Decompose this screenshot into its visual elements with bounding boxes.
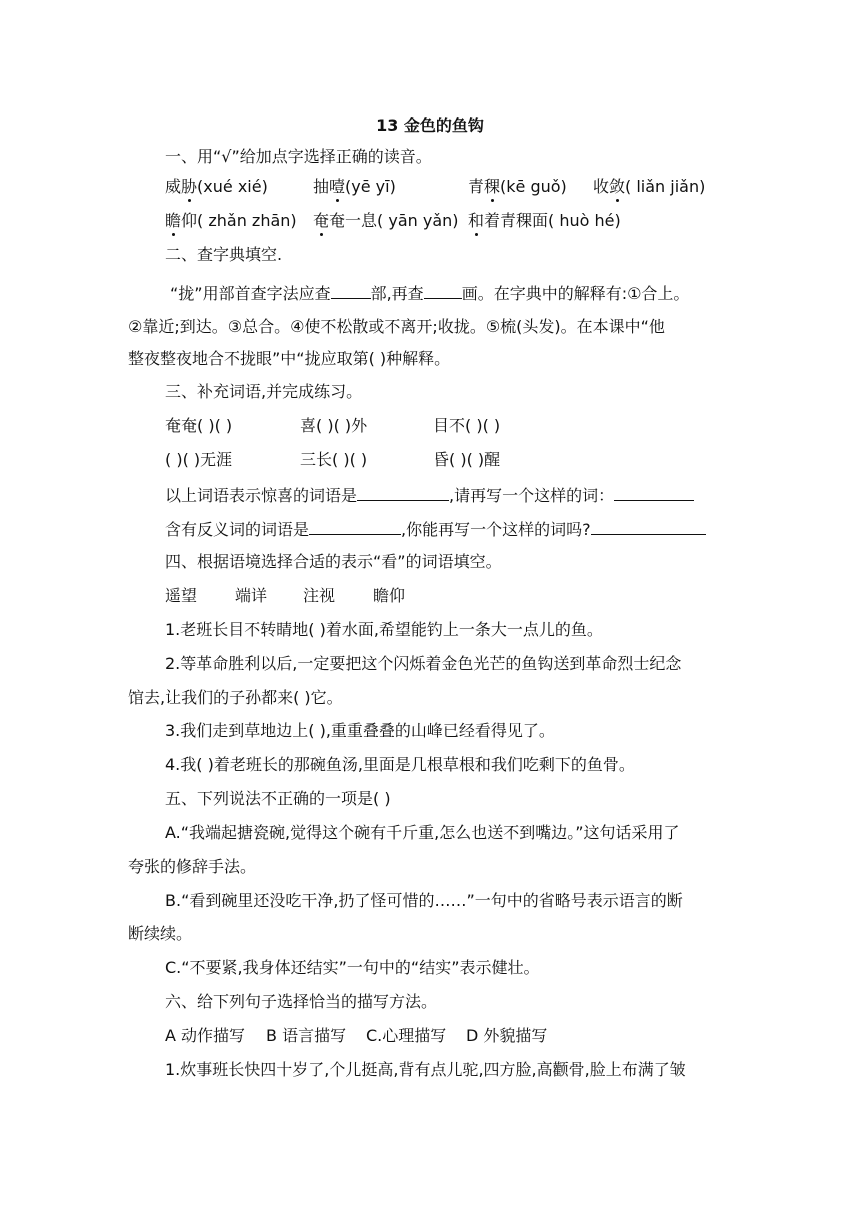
method-option: C.心理描写 xyxy=(366,1026,447,1045)
q1-item: 收敛( liǎn jiǎn) xyxy=(593,177,706,196)
q1-item: 瞻仰( zhǎn zhān) xyxy=(165,211,297,230)
q4-heading: 四、根据语境选择合适的表示“看”的词语填空。 xyxy=(165,552,502,571)
q1-item: 威胁(xué xié) xyxy=(165,177,268,196)
q3-line: 以上词语表示惊喜的词语是 ,请再写一个这样的词： xyxy=(165,484,694,506)
method-option: B 语言描写 xyxy=(266,1026,347,1045)
idiom-blank: ( )( )无涯 xyxy=(165,450,233,469)
q2-line: 整夜整夜地合不拢眼”中“拢应取第( )种解释。 xyxy=(128,349,451,368)
q6-sentence: 1.炊事班长快四十岁了,个儿挺高,背有点儿驼,四方脸,高颧骨,脸上布满了皱 xyxy=(165,1060,686,1079)
q5-option-a: A.“我端起搪瓷碗,觉得这个碗有千斤重,怎么也送不到嘴边。”这句话采用了 xyxy=(165,823,680,842)
q3-heading: 三、补充词语,并完成练习。 xyxy=(165,382,363,401)
q1-item: 奄奄一息( yān yǎn) xyxy=(313,211,459,230)
q4-sentence: 馆去,让我们的子孙都来( )它。 xyxy=(128,688,343,707)
q2-heading: 二、查字典填空. xyxy=(165,245,283,264)
q5-option-a: 夸张的修辞手法。 xyxy=(128,857,257,876)
q1-heading: 一、用“√”给加点字选择正确的读音。 xyxy=(165,147,432,166)
word-option: 瞻仰 xyxy=(373,586,406,605)
q4-sentence: 3.我们走到草地边上( ),重重叠叠的山峰已经看得见了。 xyxy=(165,721,555,740)
answer-blank[interactable] xyxy=(591,518,706,535)
idiom-blank: 昏( )( )醒 xyxy=(433,450,501,469)
page-title: 13 金色的鱼钩 xyxy=(376,116,484,135)
q1-item: 和着青稞面( huò hé) xyxy=(468,211,621,230)
answer-blank[interactable] xyxy=(357,484,449,501)
q2-line: “拢”用部首查字法应查 部,再查 画。在字典中的解释有:①合上。 xyxy=(170,284,690,303)
answer-blank[interactable] xyxy=(424,282,462,299)
q1-item: 青稞(kē guǒ) xyxy=(468,177,567,196)
method-option: D 外貌描写 xyxy=(466,1026,548,1045)
q2-line: ②靠近;到达。③总合。④使不松散或不离开;收拢。⑤梳(头发)。在本课中“他 xyxy=(128,317,665,336)
q4-sentence: 4.我( )着老班长的那碗鱼汤,里面是几根草根和我们吃剩下的鱼骨。 xyxy=(165,755,635,774)
q4-sentence: 1.老班长目不转睛地( )着水面,希望能钓上一条大一点儿的鱼。 xyxy=(165,620,603,639)
q1-item: 抽噎(yē yī) xyxy=(313,177,396,196)
q5-option-b: B.“看到碗里还没吃干净,扔了怪可惜的……”一句中的省略号表示语言的断 xyxy=(165,891,683,910)
method-option: A 动作描写 xyxy=(165,1026,246,1045)
q4-sentence: 2.等革命胜利以后,一定要把这个闪烁着金色光芒的鱼钩送到革命烈士纪念 xyxy=(165,654,682,673)
answer-blank[interactable] xyxy=(614,484,694,501)
idiom-blank: 三长( )( ) xyxy=(300,450,368,469)
word-option: 注视 xyxy=(303,586,336,605)
q5-heading: 五、下列说法不正确的一项是( ) xyxy=(165,789,391,808)
q5-option-c: C.“不要紧,我身体还结实”一句中的“结实”表示健壮。 xyxy=(165,958,540,977)
idiom-blank: 目不( )( ) xyxy=(433,416,501,435)
word-option: 端详 xyxy=(235,586,268,605)
q5-option-b: 断续续。 xyxy=(128,924,193,943)
idiom-blank: 奄奄( )( ) xyxy=(165,416,233,435)
answer-blank[interactable] xyxy=(309,518,401,535)
answer-blank[interactable] xyxy=(331,282,371,299)
q3-line: 含有反义词的词语是 ,你能再写一个这样的词吗? xyxy=(165,518,706,540)
q6-heading: 六、给下列句子选择恰当的描写方法。 xyxy=(165,992,438,1011)
idiom-blank: 喜( )( )外 xyxy=(300,416,368,435)
word-option: 遥望 xyxy=(165,586,198,605)
